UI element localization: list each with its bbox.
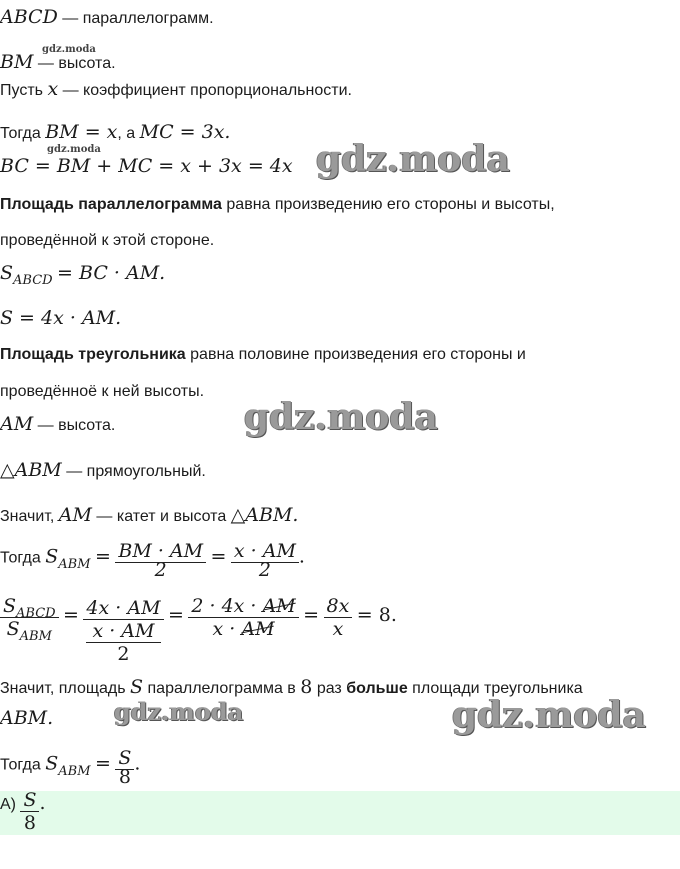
math: = xyxy=(210,545,227,568)
fraction xyxy=(115,540,206,577)
text: проведённоё к ней высоты. xyxy=(0,383,205,400)
math: S xyxy=(130,676,144,698)
math: = BC · AM. xyxy=(57,262,166,284)
fraction xyxy=(324,595,353,640)
fraction xyxy=(115,747,134,784)
text: — коэффициент пропорциональности. xyxy=(62,82,352,99)
cancelled-term: AM xyxy=(241,617,275,640)
formula-s-abcd xyxy=(0,262,166,288)
paragraph-triangle-area xyxy=(0,346,526,364)
answer-block xyxy=(0,791,680,835)
bold-term: Площадь параллелограмма xyxy=(0,196,222,213)
math: S xyxy=(45,752,59,775)
numerator xyxy=(188,595,298,617)
math: = xyxy=(94,545,111,568)
math: AM xyxy=(0,413,34,435)
fraction xyxy=(83,597,163,665)
math-sub: ABM xyxy=(19,628,52,644)
inner-denominator: 2 xyxy=(86,642,160,665)
watermark: gdz.moda xyxy=(114,697,244,726)
numerator: S xyxy=(118,747,132,769)
math: = xyxy=(94,752,111,775)
answer-line xyxy=(0,791,46,835)
text: Значит, площадь xyxy=(0,680,126,697)
math: △ABM. xyxy=(230,504,299,526)
bold-term: больше xyxy=(346,680,408,697)
denominator: 8 xyxy=(115,769,134,784)
line-then xyxy=(0,121,230,143)
watermark: gdz.moda xyxy=(42,44,96,55)
paragraph-line2 xyxy=(0,383,204,401)
line-bc xyxy=(0,155,293,177)
text: — высота. xyxy=(37,417,116,434)
formula-s xyxy=(0,307,121,329)
math: x · xyxy=(212,617,236,640)
denominator: 8 xyxy=(20,811,39,834)
text: Тогда xyxy=(0,756,41,774)
line-am-leg xyxy=(0,504,298,526)
line-conclusion-2 xyxy=(0,707,53,729)
math: BM = x xyxy=(45,121,118,143)
paragraph-line2 xyxy=(0,232,214,250)
numerator: BM · AM xyxy=(118,540,204,562)
denominator: x xyxy=(324,617,353,640)
math: S xyxy=(45,545,59,568)
line-let xyxy=(0,78,352,100)
text: — высота. xyxy=(37,55,116,72)
watermark: gdz.moda xyxy=(244,396,438,438)
text: — катет и высота xyxy=(96,508,227,525)
text: Тогда xyxy=(0,549,41,567)
paragraph-parallelogram-area xyxy=(0,196,555,214)
text: Значит, xyxy=(0,508,55,525)
math: . xyxy=(134,752,141,775)
denominator: 2 xyxy=(115,562,206,577)
math: ABM. xyxy=(0,707,54,729)
watermark: gdz.moda xyxy=(47,144,101,155)
watermark: gdz.moda xyxy=(452,694,646,736)
numerator: x · AM xyxy=(233,540,296,562)
math-sub: ABM xyxy=(58,763,91,779)
numerator xyxy=(0,594,59,621)
denominator xyxy=(188,617,298,640)
math: AM xyxy=(58,504,92,526)
math: . xyxy=(39,791,46,814)
math: S xyxy=(6,617,20,640)
math-abcd: ABCD xyxy=(0,6,58,28)
math: △ABM xyxy=(0,459,62,481)
line-triangle xyxy=(0,459,206,481)
text: Тогда xyxy=(0,125,41,142)
answer-fraction xyxy=(20,791,39,834)
math: = xyxy=(63,604,79,627)
math: = xyxy=(167,604,184,627)
formula-s-abm xyxy=(0,540,305,577)
text: Пусть xyxy=(0,82,43,99)
math-sub: ABM xyxy=(58,556,91,572)
math-sub: ABCD xyxy=(13,273,53,288)
math: = 8. xyxy=(356,604,397,627)
math-x: x xyxy=(47,78,59,100)
math: MC = 3x. xyxy=(139,121,231,143)
text: раз xyxy=(316,680,342,697)
numerator: 4x · AM xyxy=(86,597,161,619)
denominator xyxy=(83,619,163,665)
math: . xyxy=(298,545,305,568)
text: параллелограмма в xyxy=(147,680,296,697)
numerator: 8x xyxy=(326,594,350,617)
watermark: gdz.moda xyxy=(316,138,510,180)
text: , а xyxy=(117,125,136,142)
math: S xyxy=(0,262,14,284)
math: 2 · 4x · xyxy=(191,594,257,617)
cancelled-term: AM xyxy=(262,594,296,617)
math-sub: ABCD xyxy=(16,605,56,621)
bold-term: Площадь треугольника xyxy=(0,346,186,363)
text: проведённой к этой стороне. xyxy=(0,232,215,249)
fraction xyxy=(0,594,59,644)
math-bm: BM xyxy=(0,51,34,73)
text: — параллелограмм. xyxy=(62,10,214,27)
math: S = 4x · AM. xyxy=(0,307,122,329)
line-definition xyxy=(0,6,214,28)
math-bc: BC = BM + MC = x + 3x = 4x xyxy=(0,155,293,177)
numerator: S xyxy=(23,791,37,811)
math: S xyxy=(3,594,17,617)
text: равна произведению его стороны и высоты, xyxy=(226,196,555,213)
math: 8 xyxy=(300,676,313,698)
inner-numerator: x · AM xyxy=(92,620,155,642)
fraction xyxy=(231,540,299,577)
math: = xyxy=(303,604,320,627)
fraction xyxy=(188,595,298,640)
formula-ratio xyxy=(0,583,397,665)
denominator: 2 xyxy=(231,562,299,577)
text: равна половине произведения его стороны и xyxy=(190,346,526,363)
answer-label: А) xyxy=(0,795,16,813)
line-am-height xyxy=(0,413,115,435)
formula-result xyxy=(0,747,140,784)
text: — прямоугольный. xyxy=(66,463,206,480)
text: площади треугольника xyxy=(412,680,583,697)
